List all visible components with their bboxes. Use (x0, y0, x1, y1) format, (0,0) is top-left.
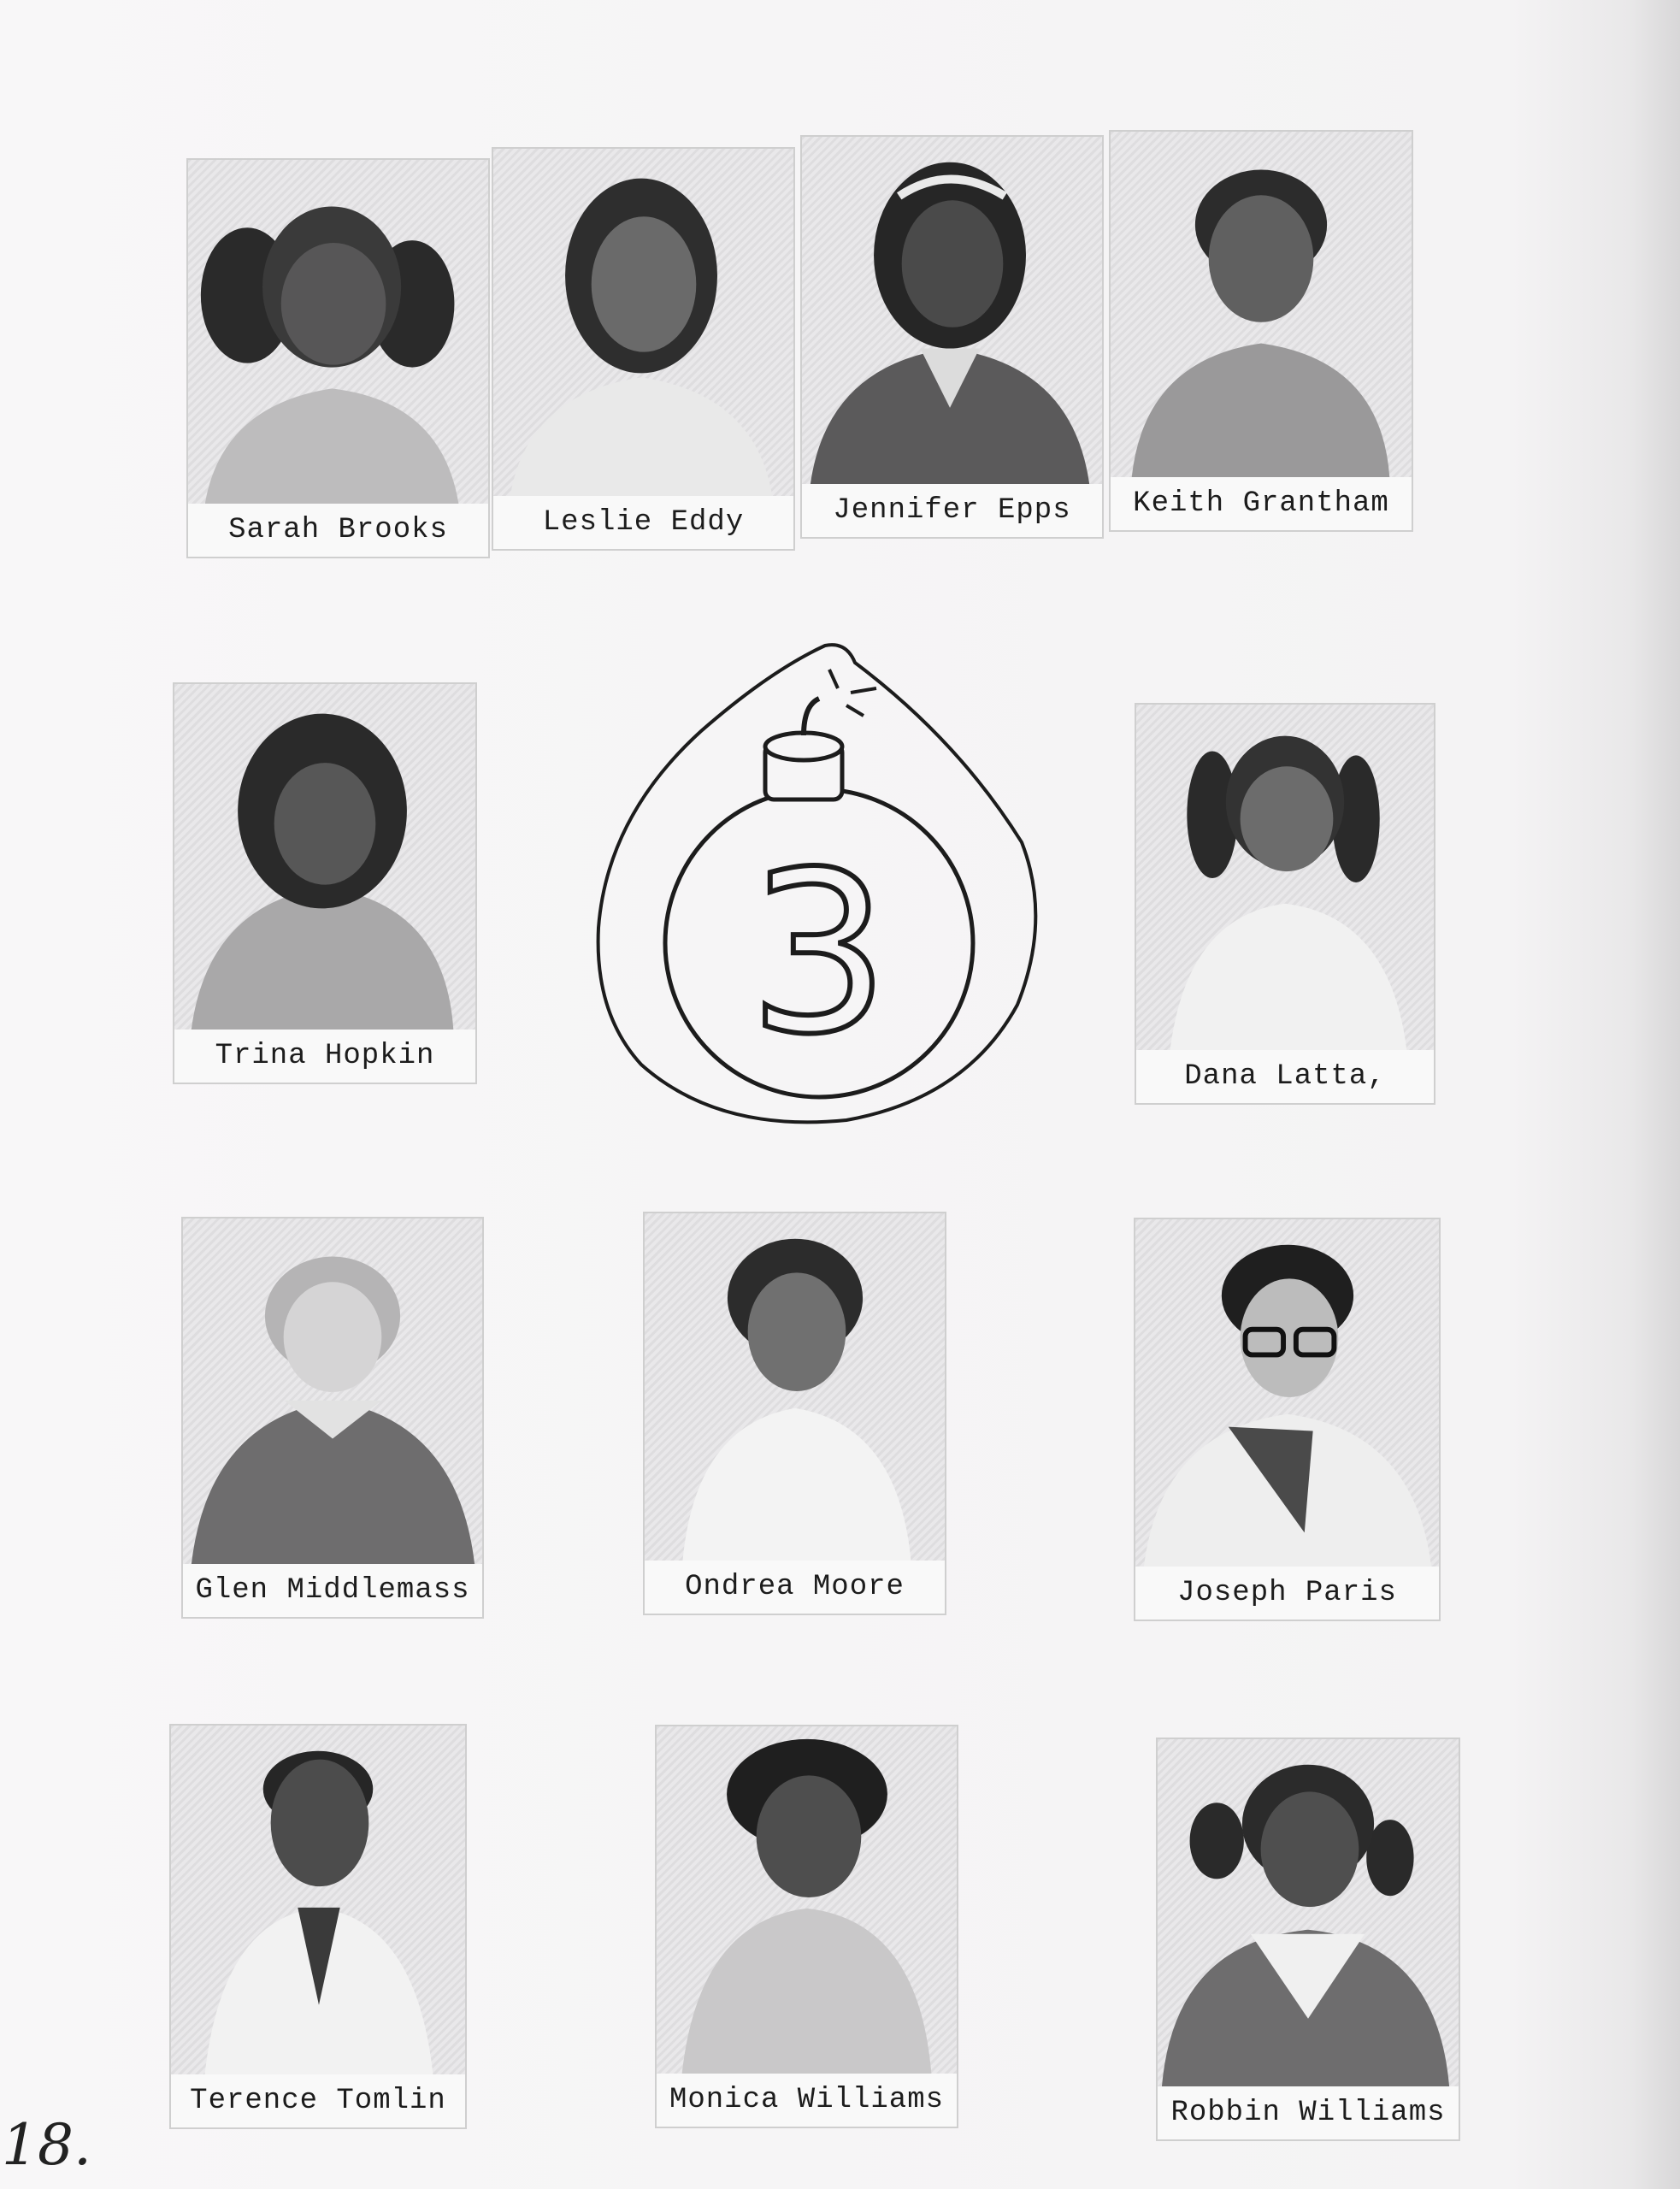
girl-headband-portrait-icon (802, 137, 1102, 484)
student-name: Keith Grantham (1111, 477, 1412, 530)
student-name: Joseph Paris (1135, 1567, 1439, 1620)
student-photo-keith-grantham (1109, 130, 1413, 532)
girl-pigtails-portrait-icon (1136, 705, 1434, 1050)
student-photo-robbin-williams (1156, 1738, 1460, 2141)
student-photo-ondrea-moore (643, 1212, 946, 1615)
student-photo-dana-latta (1135, 703, 1435, 1105)
student-photo-leslie-eddy (492, 147, 795, 551)
girl-pigtails-portrait-icon (188, 160, 488, 504)
student-name: Robbin Williams (1158, 2086, 1459, 2139)
student-name: Dana Latta, (1136, 1050, 1434, 1103)
student-photo-jennifer-epps (800, 135, 1104, 539)
student-photo-glen-middlemass (181, 1217, 484, 1619)
student-name: Leslie Eddy (493, 496, 793, 549)
girl-pigtails-portrait-icon (1158, 1739, 1459, 2086)
class-number: 3 (748, 825, 890, 1083)
boy-blond-portrait-icon (183, 1218, 482, 1564)
student-photo-trina-hopkin (173, 682, 477, 1084)
girl-portrait-icon (657, 1726, 957, 2074)
student-photo-monica-williams (655, 1725, 958, 2128)
girl-portrait-icon (174, 684, 475, 1030)
student-photo-sarah-brooks (186, 158, 490, 558)
student-name: Ondrea Moore (645, 1561, 945, 1614)
page-number: 18. (2, 2112, 91, 2178)
girl-portrait-icon (645, 1213, 945, 1561)
student-name: Monica Williams (657, 2074, 957, 2127)
boy-portrait-icon (171, 1726, 465, 2074)
student-name: Trina Hopkin (174, 1030, 475, 1083)
student-name: Sarah Brooks (188, 504, 488, 557)
student-name: Terence Tomlin (171, 2074, 465, 2127)
student-name: Glen Middlemass (183, 1564, 482, 1617)
girl-portrait-icon (493, 149, 793, 496)
boy-portrait-icon (1111, 132, 1412, 477)
student-name: Jennifer Epps (802, 484, 1102, 537)
boy-glasses-portrait-icon (1135, 1219, 1439, 1567)
student-photo-terence-tomlin (169, 1724, 467, 2129)
class-number-bomb-icon (590, 637, 1047, 1133)
student-photo-joseph-paris (1134, 1218, 1441, 1621)
